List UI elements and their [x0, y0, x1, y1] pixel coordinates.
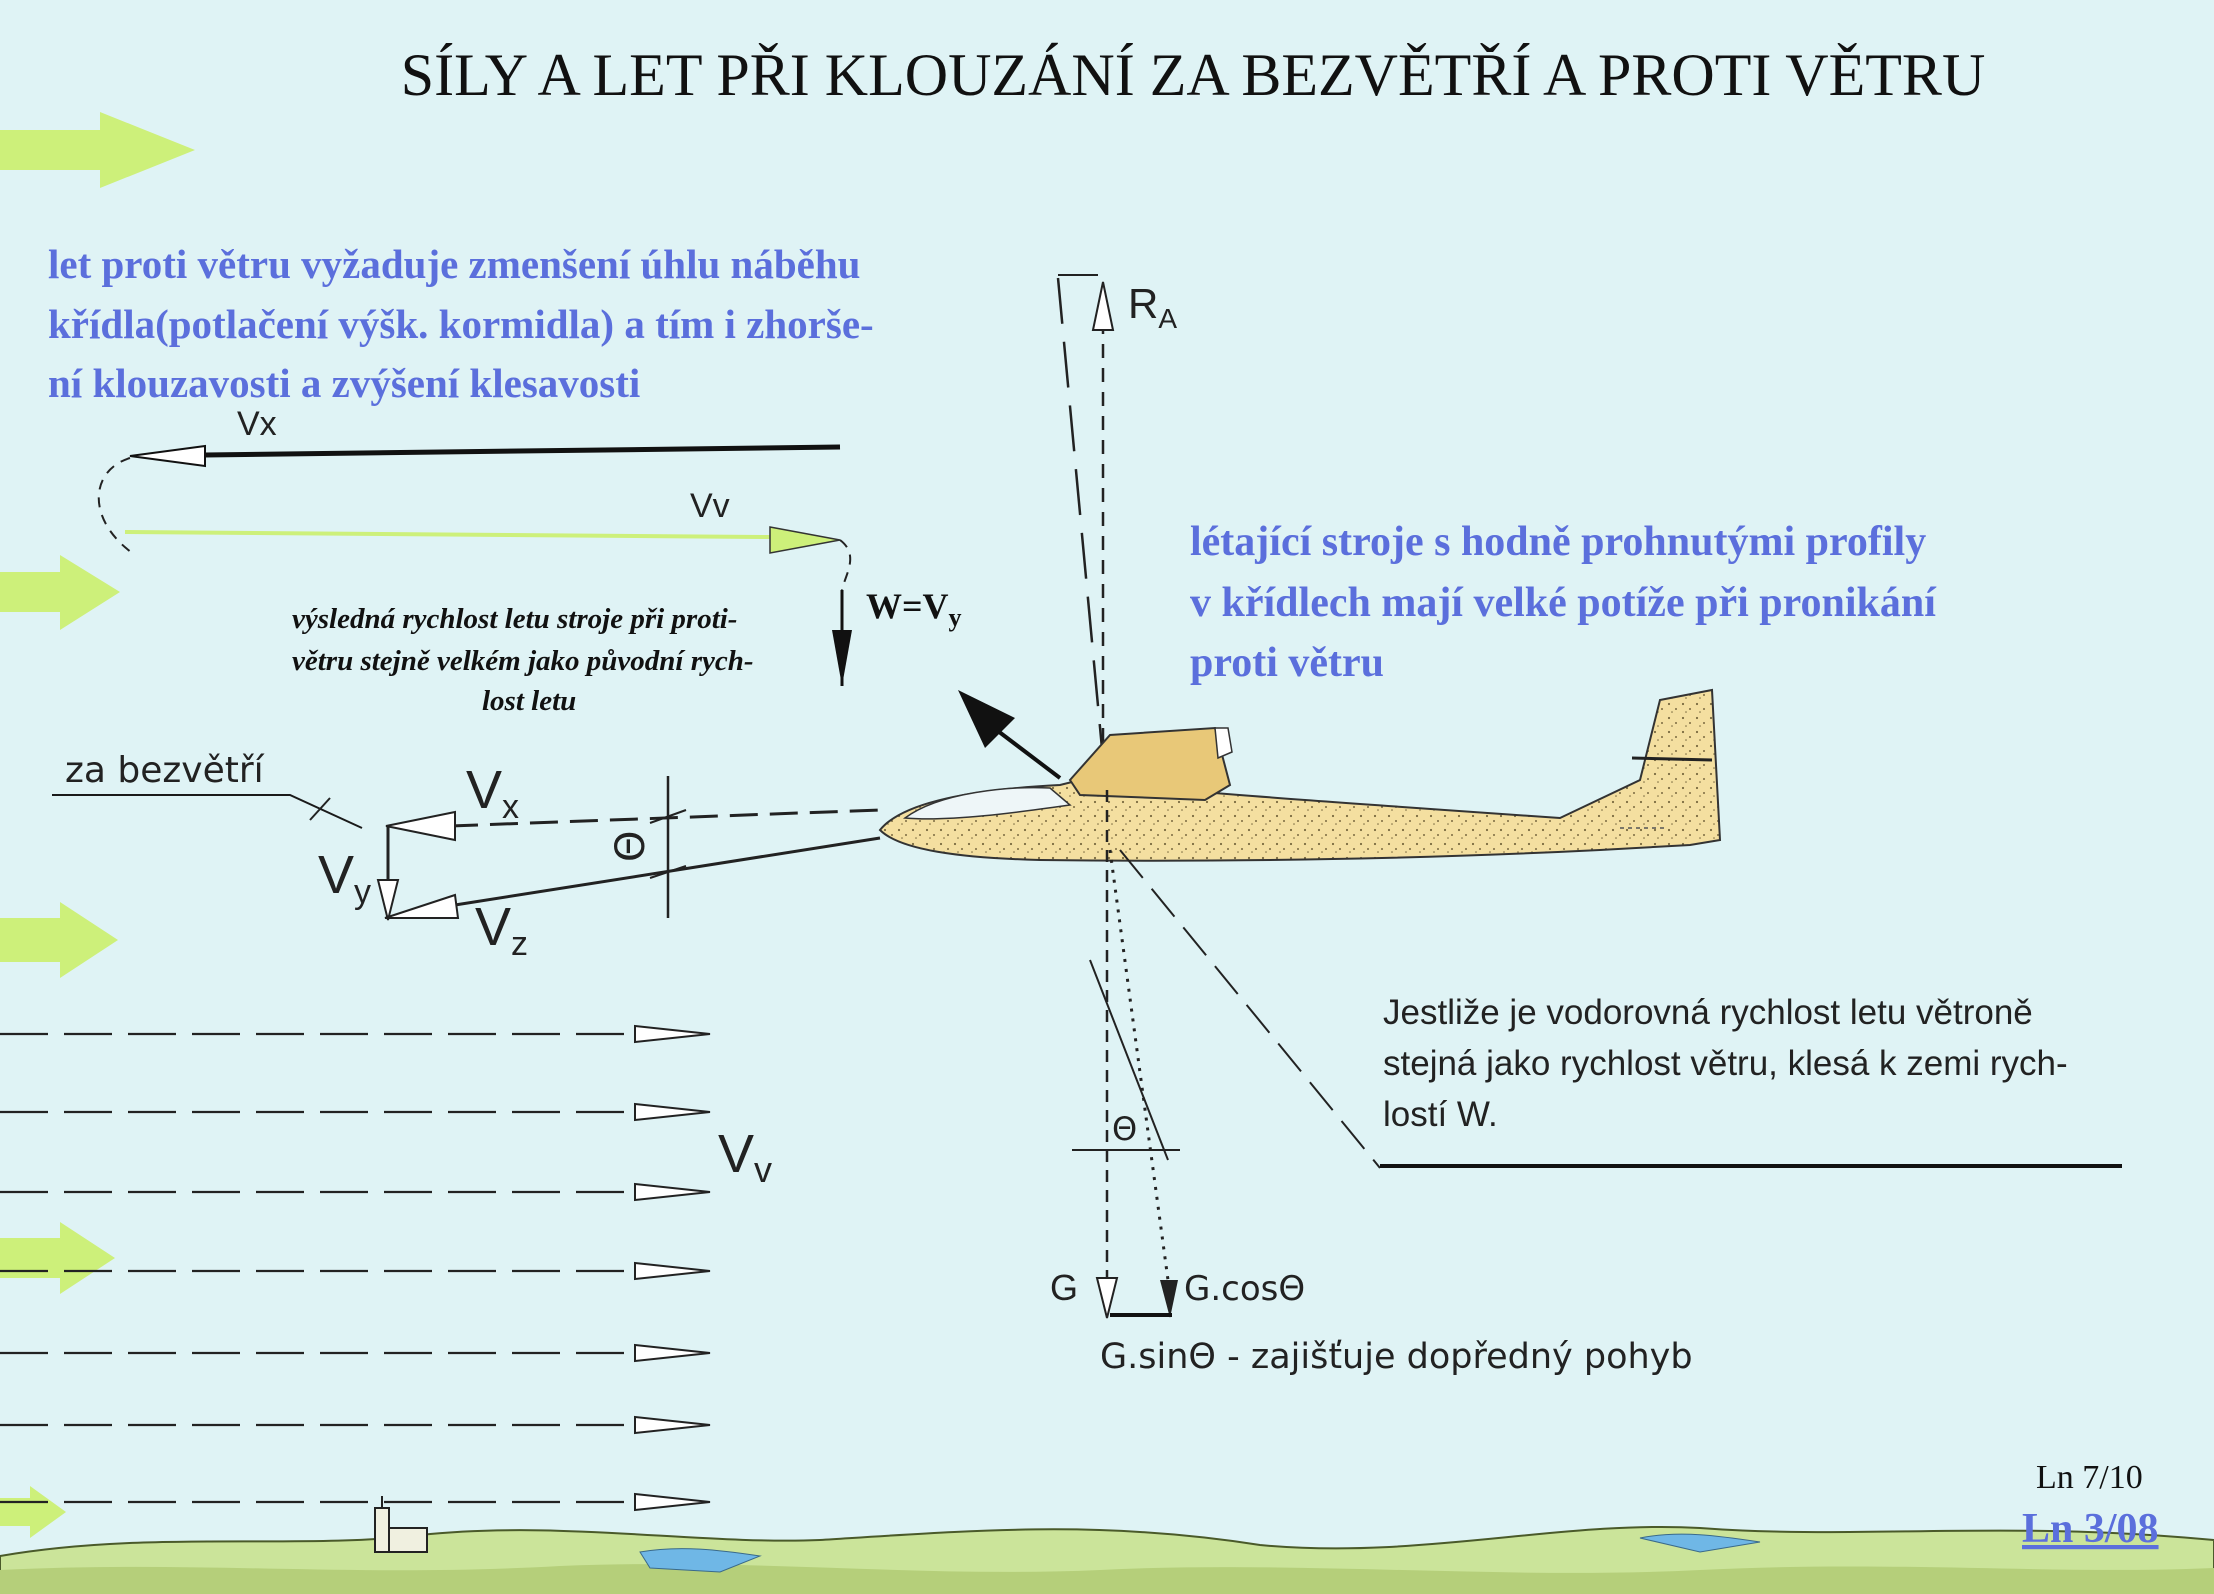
wind-arrow-icon [0, 902, 118, 978]
arrowhead-icon [832, 630, 852, 686]
label-ra: $R_A$ [1128, 280, 1178, 334]
arrowhead-icon [385, 895, 458, 918]
label-vx-top: Vx [237, 405, 277, 443]
wind-arrow-icon [0, 555, 120, 630]
arrowhead-icon [635, 1026, 710, 1042]
arrowhead-icon [1097, 1278, 1117, 1318]
arrowhead-icon [130, 446, 205, 466]
arrowhead-icon [635, 1184, 710, 1200]
wind-arrow-icon [0, 1486, 66, 1538]
svg-text:stejná jako rychlost větru, kl: stejná jako rychlost větru, klesá k zemi rych- [1383, 1044, 2068, 1083]
arrowhead-icon [1160, 1280, 1178, 1318]
label-g: G [1050, 1267, 1079, 1308]
label-vy: Vy [318, 845, 372, 911]
label-za-bezvetri: za bezvětří [65, 750, 264, 791]
svg-text:Jestliže je vodorovná rychlost: Jestliže je vodorovná rychlost letu větroně [1383, 993, 2033, 1032]
svg-text:létající stroje s hodně prohnu: létající stroje s hodně prohnutými profily [1190, 519, 1927, 565]
page-ref-1: Ln 7/10 [2036, 1459, 2143, 1496]
label-vx: Vx [466, 760, 520, 826]
landscape [0, 1496, 2214, 1594]
arrowhead-icon [635, 1104, 710, 1120]
note-result [292, 603, 754, 717]
label-g-sin: G.sinΘ - zajišťuje dopředný pohyb [1100, 1337, 1693, 1377]
svg-text:proti větru: proti větru [1190, 640, 1385, 686]
svg-text:větru stejně velkém jako původ: větru stejně velkém jako původní rych- [292, 645, 754, 677]
arrowhead-icon [635, 1494, 710, 1510]
page-ref-2: Ln 3/08 [2022, 1506, 2159, 1552]
label-vz: Vz [475, 897, 529, 963]
svg-text:let proti větru vyžaduje zmenš: let proti větru vyžaduje zmenšení úhlu náběhu [48, 241, 861, 287]
label-w-eq-vy: $W=V_y$ [866, 586, 962, 632]
vector-diagram-top [99, 405, 962, 686]
page-title: SÍLY A LET PŘI KLOUZÁNÍ ZA BEZVĚTŘÍ A PROTI VĚTRU [400, 42, 1986, 108]
note-left [48, 241, 874, 406]
note-right [1190, 519, 1937, 686]
wind-arrowheads [635, 1026, 710, 1510]
velocity-triangle [318, 760, 880, 963]
label-theta-left: Θ [608, 830, 654, 862]
arrowhead-icon [1093, 282, 1113, 330]
svg-text:lostí W.: lostí W. [1383, 1095, 1498, 1134]
label-g-cos: G.cosΘ [1184, 1269, 1306, 1309]
svg-text:v křídlech mají velké potíže p: v křídlech mají velké potíže při pronikání [1190, 580, 1936, 626]
arrowhead-icon [770, 527, 840, 553]
resultant-arrow [958, 690, 1060, 778]
label-vv-top: Vv [690, 487, 730, 525]
svg-text:ní klouzavosti a zvýšení klesa: ní klouzavosti a zvýšení klesavosti [48, 360, 641, 406]
svg-text:křídla(potlačení výšk. kormidl: křídla(potlačení výšk. kormidla) a tím i zhorše- [48, 301, 874, 347]
arrowhead-icon [386, 812, 455, 840]
note-bottom-right [1383, 993, 2068, 1134]
tick-mark [310, 798, 330, 820]
arrowhead-icon [635, 1345, 710, 1361]
leader-line [52, 795, 362, 828]
label-theta-bottom: Θ [1112, 1110, 1138, 1148]
wind-arrow-icon [0, 1222, 115, 1294]
church-icon [375, 1496, 427, 1552]
ground-line-dashed [1120, 850, 1380, 1168]
lift-vector [1058, 275, 1177, 800]
svg-text:výsledná rychlost letu stroje: výsledná rychlost letu stroje při proti- [292, 603, 738, 635]
label-vv-wind: Vv [718, 1124, 773, 1190]
svg-text:lost letu: lost letu [482, 685, 577, 717]
arrowhead-icon [635, 1417, 710, 1433]
arrowhead-icon [635, 1263, 710, 1279]
weight-vectors [1050, 790, 1693, 1377]
wind-arrow-icon [0, 112, 195, 188]
